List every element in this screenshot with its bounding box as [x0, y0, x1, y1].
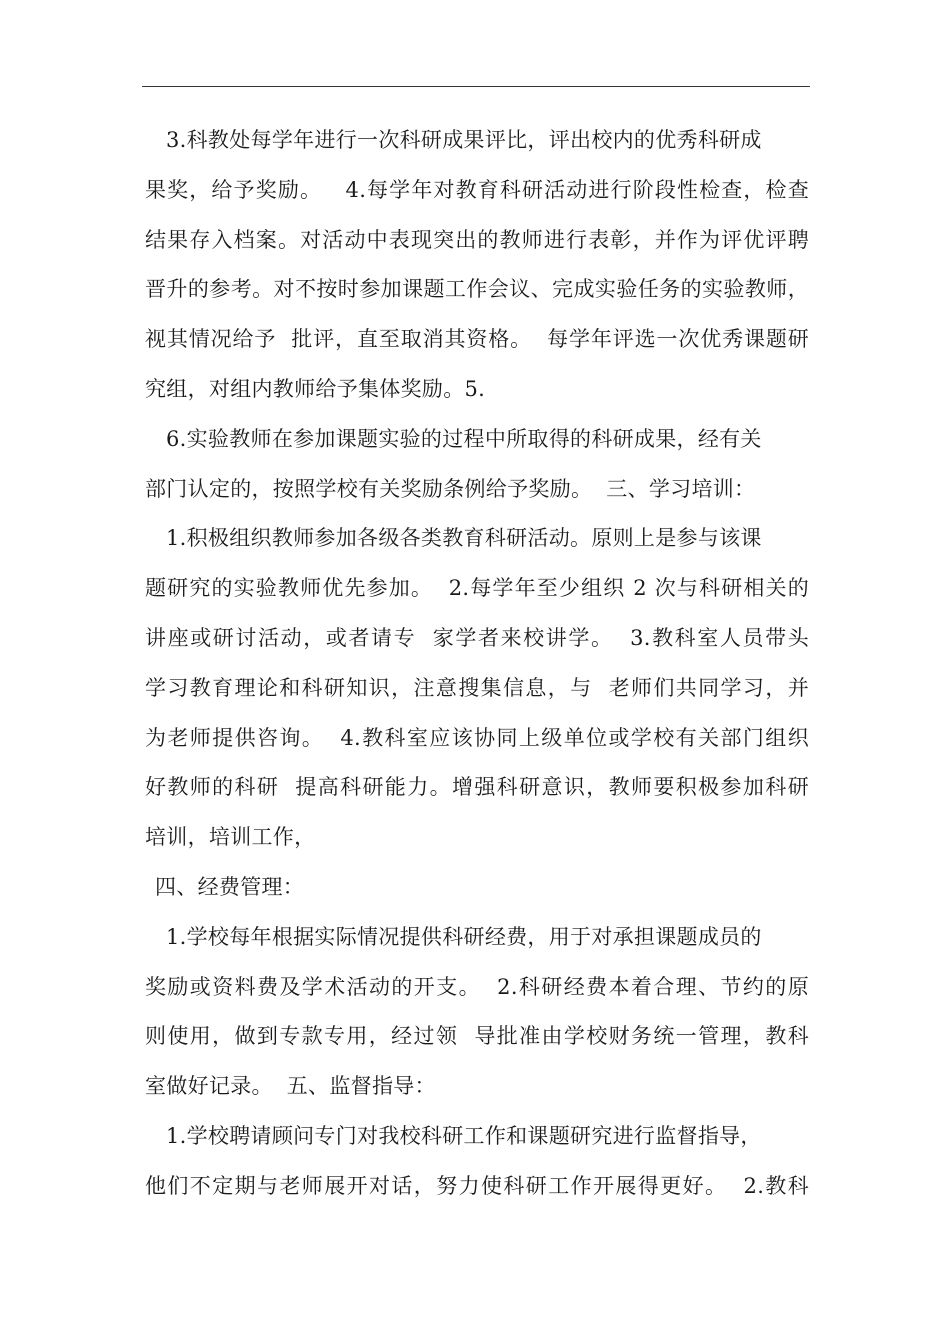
body-text: [145, 116, 809, 1212]
text-line: 究组，对组内教师给予集体奖励。5.: [145, 376, 486, 401]
text-line: 室做好记录。 五、监督指导：: [145, 1074, 436, 1099]
text-line: 视其情况给予 批评，直至取消其资格。 每学年评选一次优秀课题研: [145, 327, 809, 352]
text-line: 奖励或资料费及学术活动的开支。 2.科研经费本着合理、节约的原: [145, 974, 809, 999]
text-line: 6.实验教师在参加课题实验的过程中所取得的科研成果，经有关: [166, 426, 762, 451]
text-line: 1.学校聘请顾问专门对我校科研工作和课题研究进行监督指导，: [166, 1123, 762, 1148]
header-rule: [142, 86, 810, 87]
text-line: 则使用，做到专款专用，经过领 导批准由学校财务统一管理，教科: [145, 1024, 809, 1049]
text-line: 好教师的科研 提高科研能力。增强科研意识，教师要积极参加科研: [145, 775, 809, 800]
text-line: 果奖，给予奖励。 4.每学年对教育科研活动进行阶段性检查，检查: [145, 177, 809, 202]
text-line: 为老师提供咨询。 4.教科室应该协同上级单位或学校有关部门组织: [145, 725, 809, 750]
text-line: 1.积极组织教师参加各级各类教育科研活动。原则上是参与该课: [166, 526, 762, 551]
text-line: 他们不定期与老师展开对话，努力使科研工作开展得更好。 2.教科: [145, 1173, 809, 1198]
text-line: 晋升的参考。对不按时参加课题工作会议、完成实验任务的实验教师，: [145, 277, 809, 302]
section-heading: 四、经费管理：: [155, 874, 305, 899]
text-line: 学习教育理论和科研知识，注意搜集信息，与 老师们共同学习，并: [145, 675, 809, 700]
text-line: 培训，培训工作，: [145, 825, 316, 850]
text-line: 结果存入档案。对活动中表现突出的教师进行表彰，并作为评优评聘: [145, 227, 809, 252]
text-line: 部门认定的，按照学校有关奖励条例给予奖励。 三、学习培训：: [145, 476, 756, 501]
text-line: 题研究的实验教师优先参加。 2.每学年至少组织 2 次与科研相关的: [145, 576, 809, 601]
text-line: 3.科教处每学年进行一次科研成果评比，评出校内的优秀科研成: [166, 128, 762, 152]
text-line: 1.学校每年根据实际情况提供科研经费，用于对承担课题成员的: [166, 924, 762, 949]
text-line: 讲座或研讨活动，或者请专 家学者来校讲学。 3.教科室人员带头: [145, 625, 809, 650]
